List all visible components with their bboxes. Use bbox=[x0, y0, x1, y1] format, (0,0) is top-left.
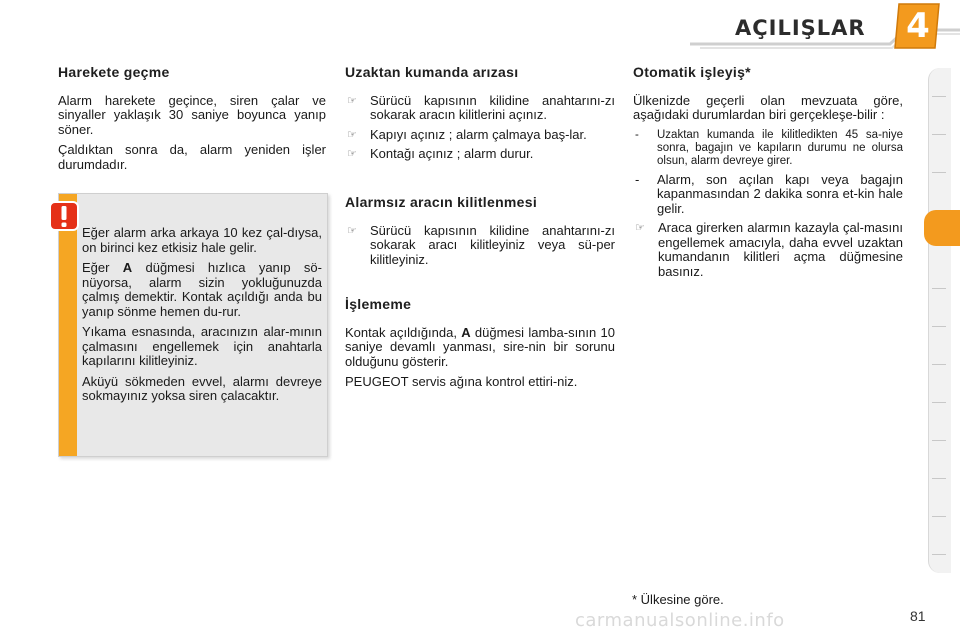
watermark: carmanualsonline.info bbox=[575, 610, 785, 631]
dash-text: Uzaktan kumanda ile kilitledikten 45 sa-niye sonra, bagajın ve kapıların durumu ne olursa olsun, alarm devreye girer. bbox=[657, 128, 903, 167]
chapter-tab-active[interactable] bbox=[924, 210, 960, 246]
tab-divider bbox=[932, 554, 946, 555]
malfunction-paragraph: PEUGEOT servis ağına kontrol ettiri-niz. bbox=[345, 374, 578, 389]
pointer-icon: ☞ bbox=[347, 148, 357, 160]
tab-divider bbox=[932, 516, 946, 517]
bullet-item bbox=[345, 147, 615, 162]
middle-column bbox=[345, 65, 615, 167]
bullet-item bbox=[345, 128, 615, 143]
bullet-text: Sürücü kapısının kilidine anahtarını-zı sokarak aracı kilitleyiniz veya sü-per kilitleyiniz. bbox=[370, 222, 615, 267]
warning-text-fragment: Eğer bbox=[82, 260, 123, 275]
malfunction-paragraph bbox=[345, 326, 615, 370]
warning-text bbox=[82, 226, 322, 410]
footnote: * Ülkesine göre. bbox=[632, 592, 724, 607]
section-heading-automatic: Otomatik işleyiş* bbox=[633, 64, 751, 80]
tab-divider bbox=[932, 440, 946, 441]
bullet-text: Sürücü kapısının kilidine anahtarını-zı sokarak aracın kilitlerini açınız. bbox=[370, 92, 615, 122]
warning-paragraph: Eğer alarm arka arkaya 10 kez çal-dıysa, on birinci kez etkisiz hale gelir. bbox=[82, 225, 322, 255]
pointer-icon: ☞ bbox=[347, 224, 357, 237]
button-key-label: A bbox=[122, 260, 133, 275]
bullet-text: Kontağı açınız ; alarm durur. bbox=[370, 146, 534, 161]
chapter-tab-strip bbox=[928, 68, 951, 573]
bullet-text: Kapıyı açınız ; alarm çalmaya baş-lar. bbox=[370, 126, 587, 142]
warning-accent-bar bbox=[59, 194, 77, 456]
tab-divider bbox=[932, 478, 946, 479]
left-column bbox=[58, 65, 326, 178]
malfunction-text-fragment: düğmesi lamba-sının 10 saniye devamlı yanması, sire-nin bir sorunu olduğunu gösterir. bbox=[345, 324, 615, 369]
tab-divider bbox=[932, 364, 946, 365]
warning-paragraph bbox=[82, 261, 322, 319]
section-heading-remote-fault: Uzaktan kumanda arızası bbox=[345, 64, 519, 80]
tab-divider bbox=[932, 288, 946, 289]
dash-item bbox=[633, 173, 903, 217]
button-key-label: A bbox=[461, 324, 471, 340]
chapter-number: 4 bbox=[906, 6, 930, 46]
chapter-title: AÇILIŞLAR bbox=[735, 16, 866, 40]
dash-marker: - bbox=[635, 128, 639, 141]
exclamation-icon bbox=[48, 200, 80, 232]
tab-divider bbox=[932, 326, 946, 327]
section-heading-lock-without-alarm: Alarmsız aracın kilitlenmesi bbox=[345, 194, 538, 210]
pointer-icon: ☞ bbox=[635, 222, 645, 234]
middle-column-lock bbox=[345, 195, 615, 272]
tab-divider bbox=[932, 172, 946, 173]
section-heading-activation: Harekete geçme bbox=[58, 64, 170, 80]
warning-text-fragment: düğmesi hızlıca yanıp sö-nüyorsa, alarm sizin yokluğunuzda çalmış demektir. Kontak açıldığı anda bu yanıp sönme hemen du-rur. bbox=[82, 260, 322, 319]
pointer-icon: ☞ bbox=[347, 94, 357, 107]
dash-item bbox=[633, 129, 903, 168]
bullet-item bbox=[633, 221, 903, 279]
dash-marker: - bbox=[635, 171, 640, 187]
tab-divider bbox=[932, 402, 946, 403]
tab-divider bbox=[932, 96, 946, 97]
activation-paragraph: Çaldıktan sonra da, alarm yeniden işler durumdadır. bbox=[58, 142, 326, 172]
right-column bbox=[633, 65, 903, 284]
malfunction-text-fragment: Kontak açıldığında, bbox=[345, 324, 462, 340]
dash-text: Alarm, son açılan kapı veya bagajın kapanmasından 2 dakika sonra et-kin hale gelir. bbox=[657, 171, 903, 216]
tab-divider bbox=[932, 134, 946, 135]
page-number: 81 bbox=[910, 608, 926, 624]
warning-paragraph: Yıkama esnasında, aracınızın alar-mının çalmasını engellemek için anahtarla kapılarını kilitleyiniz. bbox=[82, 324, 322, 368]
automatic-intro: Ülkenizde geçerli olan mevzuata göre, aşağıdaki durumlardan biri gerçekleşe-bilir : bbox=[633, 92, 903, 122]
section-heading-malfunction: İşlememe bbox=[345, 296, 412, 312]
middle-column-fault bbox=[345, 297, 615, 396]
activation-paragraph: Alarm harekete geçince, siren çalar ve sinyaller yaklaşık 30 saniye boyunca yanıp söner. bbox=[58, 92, 326, 137]
bullet-item bbox=[345, 224, 615, 268]
bullet-item bbox=[345, 94, 615, 123]
warning-paragraph: Aküyü sökmeden evvel, alarmı devreye sokmayınız yoksa siren çalacaktır. bbox=[82, 373, 322, 403]
bullet-text: Araca girerken alarmın kazayla çal-masını engellemek amacıyla, daha evvel uzaktan kumandanın kilitleri açma düğmesine basınız. bbox=[658, 220, 903, 279]
pointer-icon: ☞ bbox=[347, 128, 357, 141]
